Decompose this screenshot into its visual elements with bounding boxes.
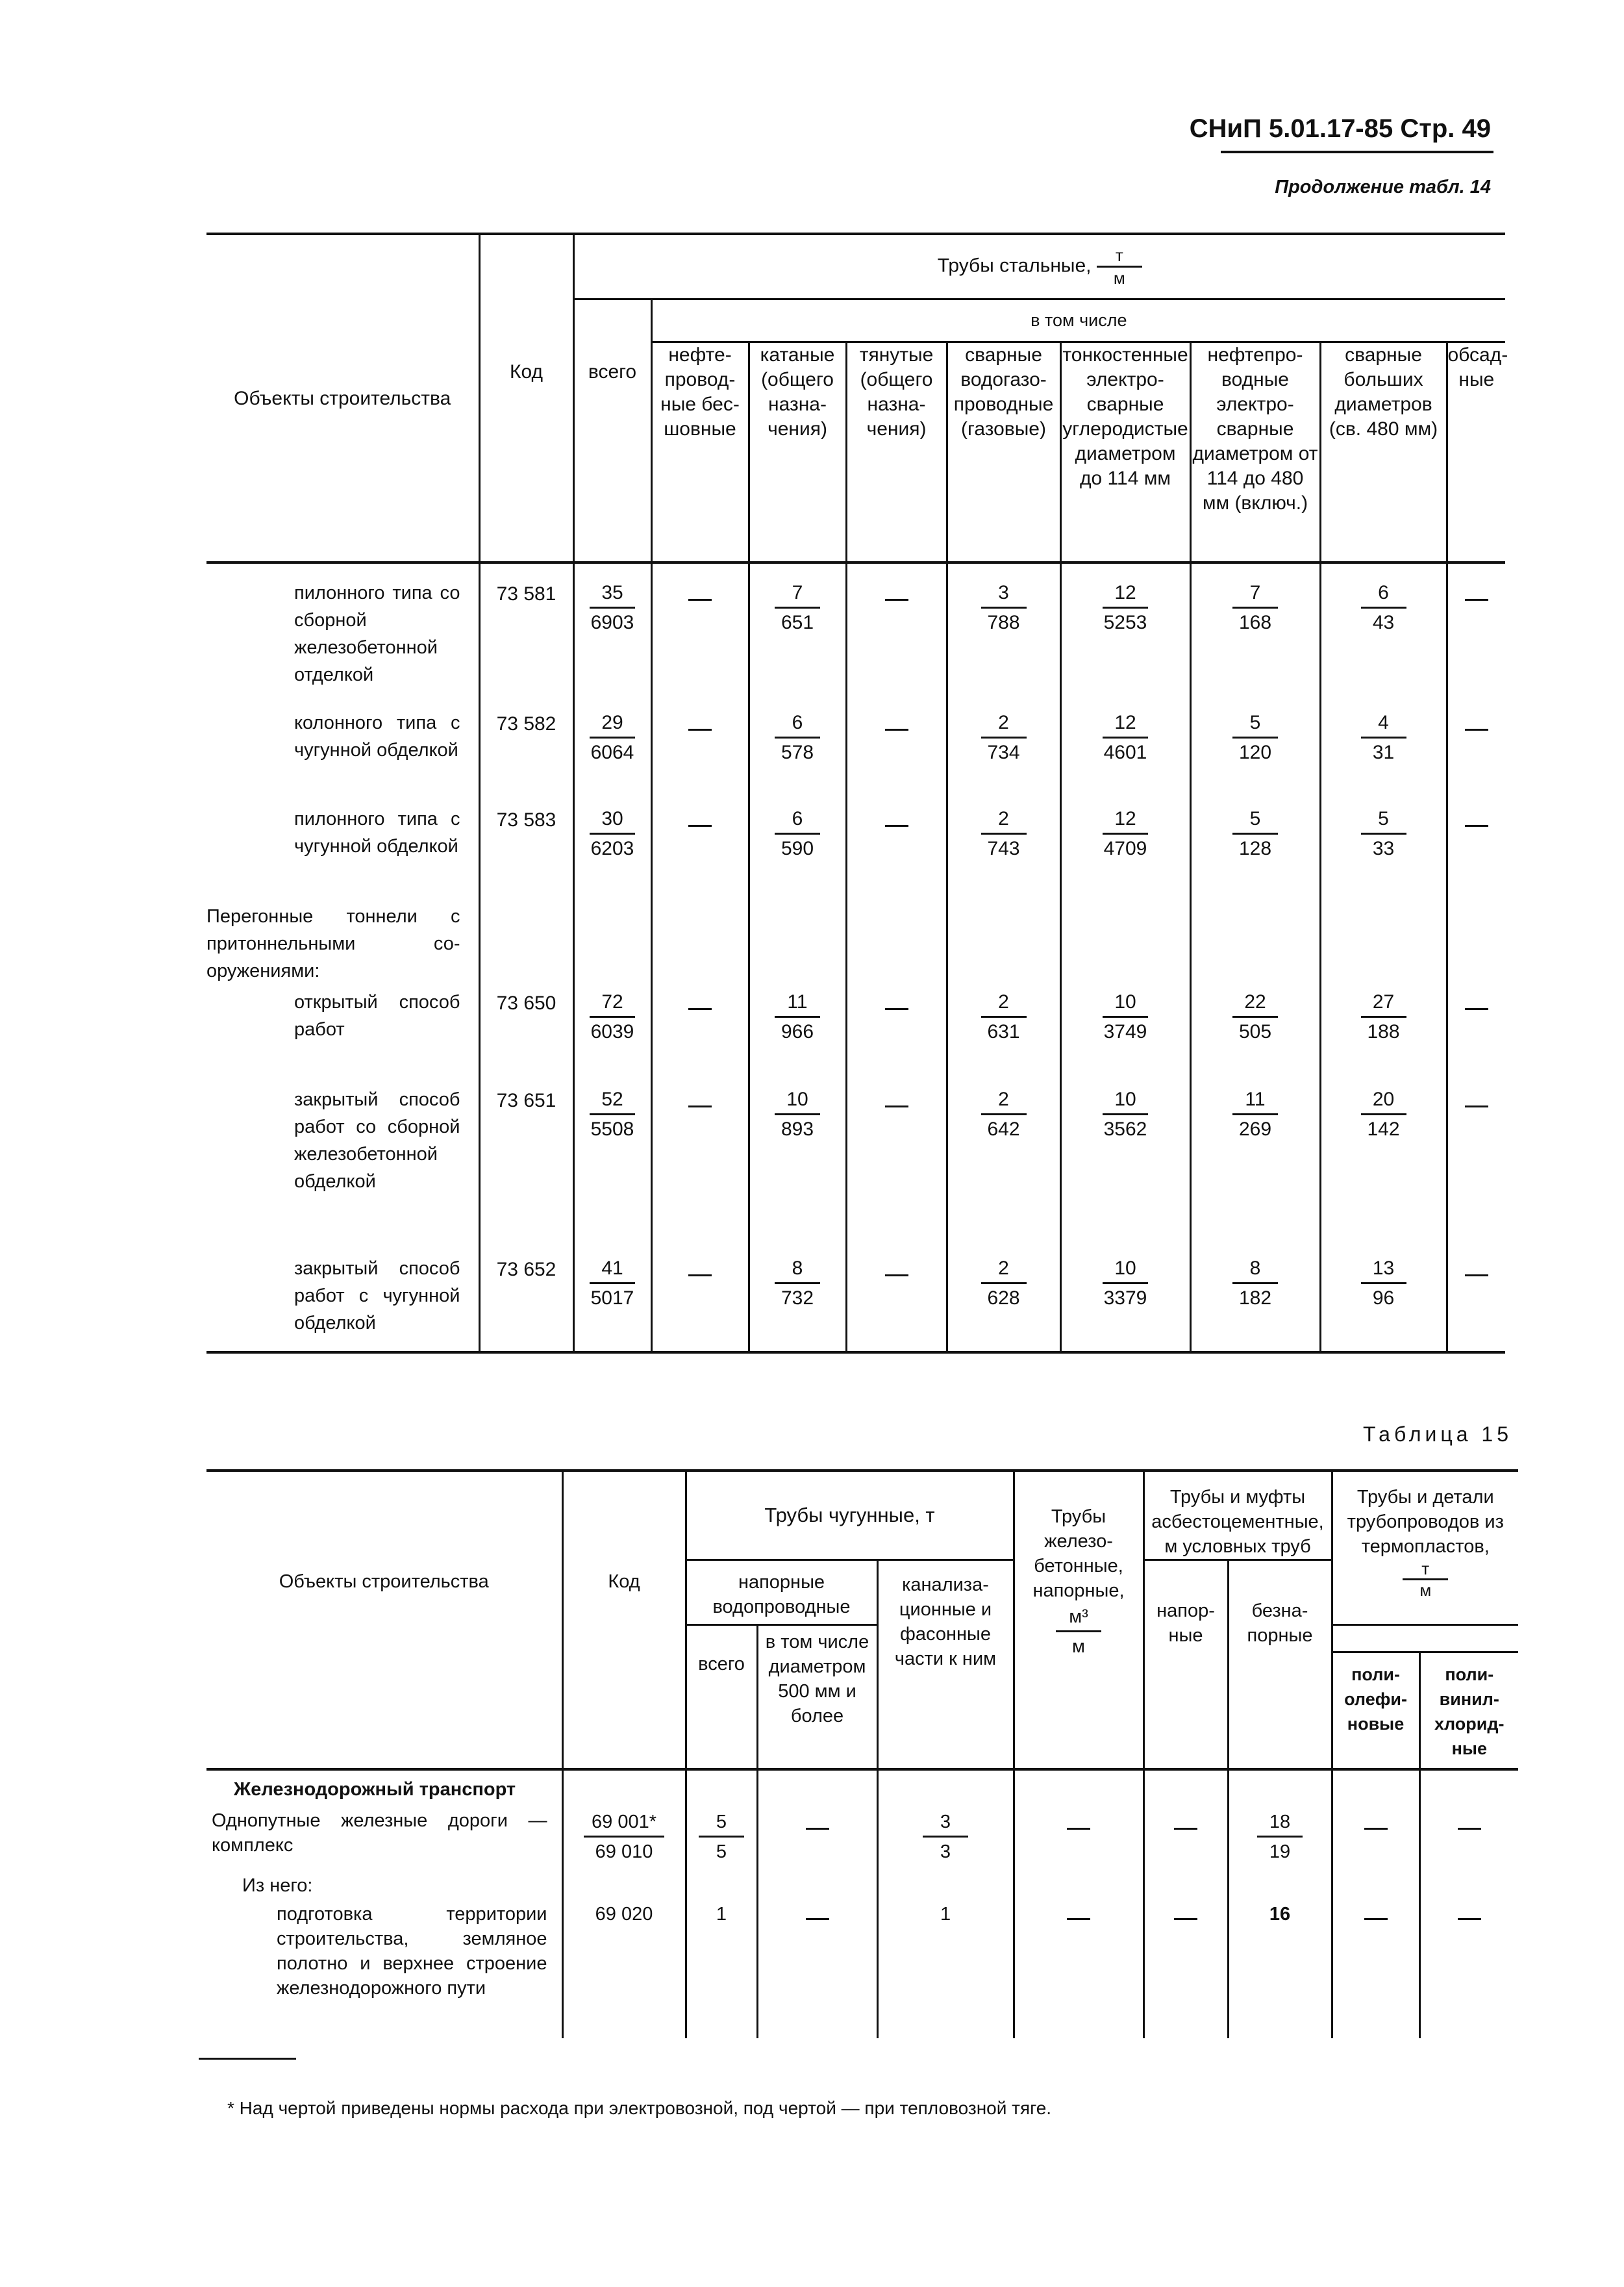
row-welded-water: $\frac{3}{788}$ [947,579,1060,709]
row-total: $\frac{35}{6903}$ [573,579,651,709]
row-rolled: $\frac{10}{893}$ [749,1086,846,1255]
t15-asbestos: Трубы и муфты асбестоцементные, м условных труб [1143,1471,1332,1560]
row-name: закрытый способ работ со сборной железобетонной обделкой [206,1086,479,1255]
row-welded-water: $\frac{2}{628}$ [947,1255,1060,1352]
t15-rc-pipes: Трубы железобетонные, напорные, $\frac{\text{м³}}{м}$ [1014,1471,1143,1769]
dash [1465,1106,1488,1107]
dash [806,1918,829,1920]
row-oil-electro: $\frac{8}{182}$ [1190,1255,1320,1352]
row-total: $\frac{72}{6039}$ [573,989,651,1086]
row-code: 73 583 [479,805,573,903]
t15-row1-name: Однопутные железные дороги — комплекс [206,1808,562,1873]
dash [806,1828,829,1830]
row-total: $\frac{30}{6203}$ [573,805,651,903]
t15-total: всего [686,1625,757,1769]
dash [688,1008,712,1010]
table-row [206,989,1505,1086]
dash [1458,1828,1481,1830]
row-total: $\frac{41}{5017}$ [573,1255,651,1352]
row-welded-water: $\frac{2}{642}$ [947,1086,1060,1255]
t15-col-objects: Объекты строительства [206,1471,562,1769]
in-that-number: в том числе [651,299,1505,342]
row-rolled: $\frac{6}{578}$ [749,709,846,805]
t15-row2-sewer: 1 [877,1902,1014,2038]
t15-row1-sewer: $\frac{3}{3}$ [877,1808,1014,1873]
col-code: Код [479,234,573,562]
dash [1465,1008,1488,1010]
row-code: 73 581 [479,579,573,709]
row-thin-wall: $\frac{12}{4601}$ [1060,709,1190,805]
table-row [206,579,1505,709]
t15-row2-free: 16 [1228,1902,1332,2038]
col-head-7: сварные больших диаметров (св. 480 мм) [1320,342,1447,562]
dash [885,825,908,827]
dash [688,825,712,827]
continuation-label: Продолжение табл. 14 [1275,177,1491,197]
t15-polyolefin: полиолефиновые [1332,1652,1419,1769]
dash [1364,1918,1388,1920]
col-objects: Объекты строительства [206,234,479,562]
row-name: пилонного типа с чугунной обделкой [206,805,479,903]
dash [1458,1918,1481,1920]
row-large-diam: $\frac{4}{31}$ [1320,709,1447,805]
t15-row1-code: $\frac{69 001*}{69 010}$ [562,1808,686,1873]
row-thin-wall: $\frac{12}{5253}$ [1060,579,1190,709]
row-rolled: $\frac{8}{732}$ [749,1255,846,1352]
row-oil-electro: $\frac{5}{128}$ [1190,805,1320,903]
dash [885,1106,908,1107]
dash [1174,1828,1197,1830]
t15-group: Железнодорожный транспорт [206,1769,562,1808]
row-oil-electro: $\frac{5}{120}$ [1190,709,1320,805]
dash [1364,1828,1388,1830]
t15-col-code: Код [562,1471,686,1769]
row-name: пилонного типа со сборной железобетонной отделкой [206,579,479,709]
col-head-1: нефтепроводные бесшовные [651,342,749,562]
t15-asb-free: безнапорные [1228,1560,1332,1769]
dash [1465,825,1488,827]
header-rule [1221,151,1493,153]
t15-row2-name: подготовка территории строительства, земляное полотно и верхнее строение железнодорожного пути [206,1902,562,2038]
row-total: $\frac{52}{5508}$ [573,1086,651,1255]
t15-row2-total: 1 [686,1902,757,2038]
table-row [206,805,1505,903]
row-oil-electro: $\frac{7}{168}$ [1190,579,1320,709]
row-oil-electro: $\frac{22}{505}$ [1190,989,1320,1086]
dash [885,599,908,601]
table-15 [206,1469,1518,2038]
dash [688,1274,712,1276]
row-thin-wall: $\frac{10}{3562}$ [1060,1086,1190,1255]
dash [1465,599,1488,601]
row-name: закрытый способ работ с чугунной обделкой [206,1255,479,1352]
row-total: $\frac{29}{6064}$ [573,709,651,805]
page-header: СНиП 5.01.17-85 Стр. 49 [1189,114,1491,143]
dash [1067,1828,1090,1830]
t15-pressure-water: напорные водопроводные [686,1560,877,1625]
t15-from-it: Из него: [206,1873,562,1902]
row-thin-wall: $\frac{10}{3749}$ [1060,989,1190,1086]
caption-steel-pipes: Трубы стальные, $\frac{т}{м}$ [573,234,1505,299]
dash [885,1008,908,1010]
row-large-diam: $\frac{20}{142}$ [1320,1086,1447,1255]
t15-row2-code: 69 020 [562,1902,686,2038]
row-oil-electro: $\frac{11}{269}$ [1190,1086,1320,1255]
section-label: Перегонные тоннели с притоннельными сооружениями: [206,903,479,989]
col-head-8: обсадные [1447,342,1505,562]
t15-asb-pressure: напорные [1143,1560,1228,1769]
row-name: открытый способ работ [206,989,479,1086]
row-code: 73 652 [479,1255,573,1352]
row-name: колонного типа с чугунной обделкой [206,709,479,805]
row-large-diam: $\frac{5}{33}$ [1320,805,1447,903]
footnote: * Над чертой приведены нормы расхода при электровозной, под чертой — при тепловозной тяге. [227,2098,1052,2118]
dash [1465,1274,1488,1276]
col-head-5: тонкостенные электросварные углеродистые диаметром до 114 мм [1060,342,1190,562]
dash [688,599,712,601]
table-row [206,709,1505,805]
t15-row1-total: $\frac{5}{5}$ [686,1808,757,1873]
table-15-title: Таблица 15 [1363,1422,1512,1446]
row-large-diam: $\frac{6}{43}$ [1320,579,1447,709]
row-rolled: $\frac{6}{590}$ [749,805,846,903]
row-rolled: $\frac{7}{651}$ [749,579,846,709]
table-row [206,1255,1505,1352]
dash [885,1274,908,1276]
dash [1465,729,1488,731]
table-14 [206,233,1508,1355]
col-head-6: нефтепроводные электросварные диаметром от 114 до 480 мм (включ.) [1190,342,1320,562]
row-large-diam: $\frac{13}{96}$ [1320,1255,1447,1352]
dash [1174,1918,1197,1920]
t15-thermo: Трубы и детали трубопроводов из термопластов, $\frac{т}{м}$ [1332,1471,1518,1625]
dash [885,729,908,731]
t15-row1-free: $\frac{18}{19}$ [1228,1808,1332,1873]
row-welded-water: $\frac{2}{631}$ [947,989,1060,1086]
t15-pvc: поливинилхлоридные [1419,1652,1518,1769]
t15-sewer: канализационные и фасонные части к ним [877,1560,1014,1769]
row-thin-wall: $\frac{12}{4709}$ [1060,805,1190,903]
row-welded-water: $\frac{2}{743}$ [947,805,1060,903]
row-rolled: $\frac{11}{966}$ [749,989,846,1086]
t15-cast-iron: Трубы чугунные, т [686,1471,1014,1560]
dash [688,729,712,731]
row-welded-water: $\frac{2}{734}$ [947,709,1060,805]
dash [1067,1918,1090,1920]
row-code: 73 651 [479,1086,573,1255]
col-head-2: катаные (общего назначения) [749,342,846,562]
row-code: 73 650 [479,989,573,1086]
dash [688,1106,712,1107]
row-large-diam: $\frac{27}{188}$ [1320,989,1447,1086]
col-total: всего [573,299,651,562]
col-head-3: тянутые (общего назначения) [846,342,947,562]
row-thin-wall: $\frac{10}{3379}$ [1060,1255,1190,1352]
row-code: 73 582 [479,709,573,805]
t15-incl-500: в том числе диаметром 500 мм и более [757,1625,877,1769]
table-row [206,1086,1505,1255]
footnote-rule [199,2058,296,2060]
col-head-4: сварные водогазопроводные (газовые) [947,342,1060,562]
